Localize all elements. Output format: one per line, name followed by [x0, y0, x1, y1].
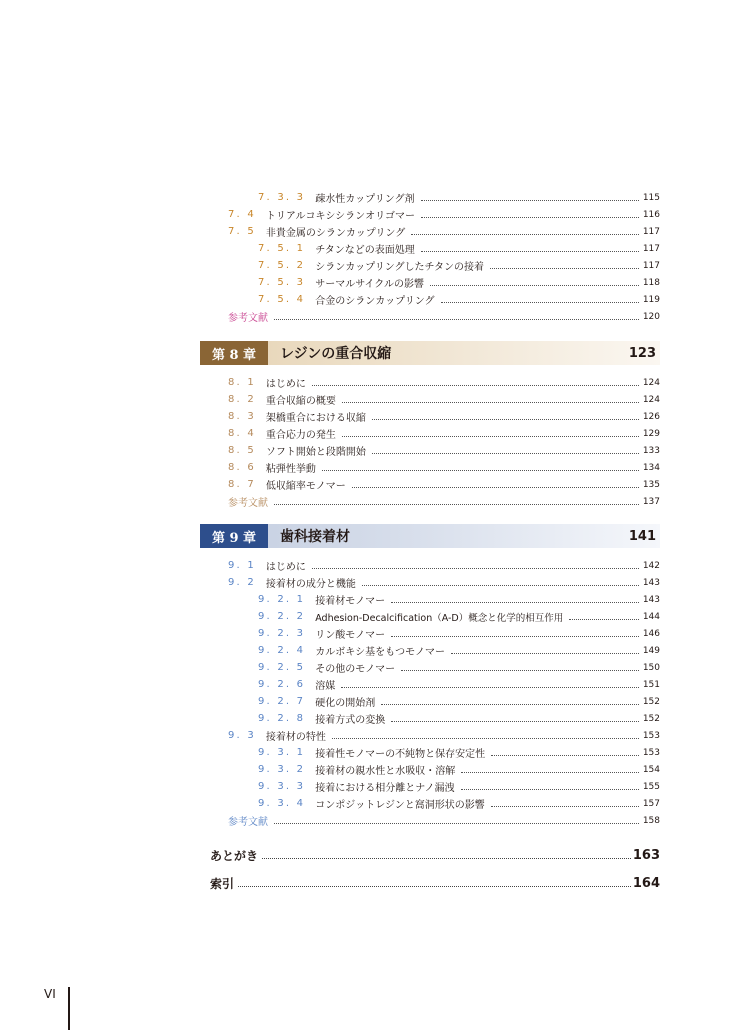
page-number: 119 — [642, 294, 660, 305]
section-title: 接着材モノマー — [315, 596, 386, 607]
page-number: 126 — [642, 411, 660, 422]
dot-leader — [421, 250, 639, 252]
toc-entry-7-5-1[interactable] — [200, 240, 660, 257]
section-title: 接着における相分離とナノ漏洩 — [315, 783, 455, 794]
toc-entry-9-2-3[interactable] — [200, 625, 660, 642]
chapter-8-heading[interactable] — [200, 341, 660, 365]
toc-entry-9-3-1[interactable] — [200, 744, 660, 761]
toc-entry-9-1[interactable] — [200, 557, 660, 574]
section-number: 7. 3. 3 — [258, 192, 306, 203]
section-title: チタンなどの表面処理 — [315, 245, 415, 256]
dot-leader — [569, 618, 639, 620]
dot-leader — [421, 199, 639, 201]
section-number: 7. 4 — [228, 209, 256, 220]
toc-entry-8-7[interactable] — [200, 476, 660, 493]
section-title: コンポジットレジンと窩洞形状の影響 — [315, 800, 485, 811]
page-number: 154 — [642, 764, 660, 775]
section-number: 8. 1 — [228, 377, 256, 388]
toc-entry-ch8-references[interactable] — [200, 493, 660, 510]
page-number: 118 — [642, 277, 660, 288]
toc-entry-7-5[interactable] — [200, 223, 660, 240]
section-title: シランカップリングしたチタンの接着 — [315, 262, 485, 273]
page-number: 115 — [642, 192, 660, 203]
section-title: 重合応力の発生 — [265, 430, 336, 441]
section-title: 粘弾性挙動 — [265, 464, 316, 475]
dot-leader — [411, 233, 639, 235]
page-number: 143 — [642, 577, 660, 588]
toc-entry-7-4[interactable] — [200, 206, 660, 223]
page-number: 135 — [642, 479, 660, 490]
dot-leader — [490, 267, 639, 269]
references-label: 参考文献 — [228, 313, 268, 324]
page-number: 163 — [632, 847, 660, 863]
section-number: 7. 5 — [228, 226, 256, 237]
toc-entry-ch9-references[interactable] — [200, 812, 660, 829]
page-number: 116 — [642, 209, 660, 220]
toc-entry-9-2-1[interactable] — [200, 591, 660, 608]
section-number: 9. 3. 1 — [258, 747, 306, 758]
dot-leader — [372, 418, 639, 420]
toc-entry-9-2-2[interactable] — [200, 608, 660, 625]
dot-leader — [461, 771, 639, 773]
toc-entry-index[interactable] — [200, 873, 660, 893]
toc-entry-9-2-7[interactable] — [200, 693, 660, 710]
section-number: 9. 2. 1 — [258, 594, 306, 605]
toc-entry-9-2-5[interactable] — [200, 659, 660, 676]
toc-entry-8-5[interactable] — [200, 442, 660, 459]
section-number: 9. 2. 6 — [258, 679, 306, 690]
section-title: はじめに — [265, 379, 306, 390]
page-number: 117 — [642, 243, 660, 254]
dot-leader — [372, 452, 639, 454]
dot-leader — [312, 567, 639, 569]
section-title: 接着材の親水性と水吸収・溶解 — [315, 766, 456, 777]
dot-leader — [451, 652, 639, 654]
page-number: 153 — [642, 747, 660, 758]
section-number: 9. 3. 4 — [258, 798, 306, 809]
dot-leader — [262, 857, 631, 859]
page-number: 144 — [642, 611, 660, 622]
references-label: 参考文献 — [228, 817, 268, 828]
toc-entry-8-4[interactable] — [200, 425, 660, 442]
dot-leader — [441, 301, 639, 303]
section-title: 低収縮率モノマー — [265, 481, 346, 492]
section-number: 7. 5. 3 — [258, 277, 306, 288]
index-title: 索引 — [210, 876, 235, 891]
toc-entry-9-3-4[interactable] — [200, 795, 660, 812]
section-title: 接着材の成分と機能 — [265, 579, 356, 590]
section-number: 9. 3. 2 — [258, 764, 306, 775]
chapter-8-title: レジンの重合収縮 — [280, 346, 392, 362]
chapter-9-heading[interactable] — [200, 524, 660, 548]
chapter-9-label: 第 9 章 — [200, 524, 268, 548]
dot-leader — [381, 703, 639, 705]
dot-leader — [401, 669, 639, 671]
dot-leader — [322, 469, 639, 471]
dot-leader — [312, 384, 639, 386]
page-number: 120 — [642, 311, 660, 322]
page-number: 152 — [642, 696, 660, 707]
dot-leader — [391, 635, 639, 637]
section-number: 9. 2. 4 — [258, 645, 306, 656]
dot-leader — [341, 686, 639, 688]
section-number: 8. 6 — [228, 462, 256, 473]
references-label: 参考文献 — [228, 498, 268, 509]
dot-leader — [352, 486, 639, 488]
page-number: 117 — [642, 226, 660, 237]
section-title: 接着材の特性 — [265, 732, 326, 743]
section-number: 8. 3 — [228, 411, 256, 422]
page-number: 117 — [642, 260, 660, 271]
toc-entry-7-3-3[interactable] — [200, 189, 660, 206]
toc-entry-8-2[interactable] — [200, 391, 660, 408]
dot-leader — [461, 788, 639, 790]
section-number: 9. 3. 3 — [258, 781, 306, 792]
page-number: 158 — [642, 815, 660, 826]
dot-leader — [238, 885, 631, 887]
page-number: 164 — [632, 875, 660, 891]
section-title: サーマルサイクルの影響 — [315, 279, 425, 290]
section-number: 9. 2. 7 — [258, 696, 306, 707]
toc-entry-9-2-4[interactable] — [200, 642, 660, 659]
page-number: 157 — [642, 798, 660, 809]
section-title: 架橋重合における収縮 — [265, 413, 366, 424]
dot-leader — [274, 318, 639, 320]
chapter-9-title: 歯科接着材 — [280, 529, 350, 545]
section-number: 7. 5. 1 — [258, 243, 306, 254]
chapter-9-page: 141 — [628, 528, 656, 544]
page-number: 143 — [642, 594, 660, 605]
section-title: Adhesion-Decalcification（A-D）概念と化学的相互作用 — [315, 612, 564, 624]
page-number: 124 — [642, 377, 660, 388]
toc-entry-8-3[interactable] — [200, 408, 660, 425]
toc-entry-9-3[interactable] — [200, 727, 660, 744]
dot-leader — [274, 822, 639, 824]
page-number: 134 — [642, 462, 660, 473]
section-number: 8. 5 — [228, 445, 256, 456]
section-title: トリアルコキシシランオリゴマー — [265, 211, 415, 222]
chapter-8-label: 第 8 章 — [200, 341, 268, 365]
section-title: ソフト開始と段階開始 — [265, 447, 366, 458]
page-number: 146 — [642, 628, 660, 639]
folio-rule — [68, 987, 70, 1030]
section-title: はじめに — [265, 562, 306, 573]
dot-leader — [430, 284, 639, 286]
section-title: 疎水性カップリング剤 — [315, 194, 415, 205]
section-title: 接着方式の変換 — [315, 715, 386, 726]
section-number: 7. 5. 2 — [258, 260, 306, 271]
section-title: 硬化の開始剤 — [315, 698, 376, 709]
toc-entry-7-5-2[interactable] — [200, 257, 660, 274]
section-title: 重合収縮の概要 — [265, 396, 336, 407]
dot-leader — [342, 401, 639, 403]
toc-entry-8-6[interactable] — [200, 459, 660, 476]
section-number: 7. 5. 4 — [258, 294, 306, 305]
section-number: 9. 2. 5 — [258, 662, 306, 673]
page-folio: VI — [44, 987, 56, 1001]
toc-entry-8-1[interactable] — [200, 374, 660, 391]
toc-entry-7-5-3[interactable] — [200, 274, 660, 291]
toc-entry-ch7-references[interactable] — [200, 308, 660, 325]
page-number: 149 — [642, 645, 660, 656]
section-title: 非貴金属のシランカップリング — [265, 228, 406, 239]
chapter-8-page: 123 — [628, 345, 656, 361]
dot-leader — [332, 737, 639, 739]
page-number: 153 — [642, 730, 660, 741]
toc-entry-9-3-2[interactable] — [200, 761, 660, 778]
dot-leader — [362, 584, 639, 586]
page-number: 152 — [642, 713, 660, 724]
section-number: 9. 2 — [228, 577, 256, 588]
dot-leader — [391, 601, 639, 603]
section-number: 9. 2. 3 — [258, 628, 306, 639]
section-title: カルボキシ基をもつモノマー — [315, 647, 446, 658]
section-number: 9. 3 — [228, 730, 256, 741]
page-number: 151 — [642, 679, 660, 690]
toc-entry-9-2-6[interactable] — [200, 676, 660, 693]
section-number: 8. 2 — [228, 394, 256, 405]
page-number: 142 — [642, 560, 660, 571]
section-number: 9. 2. 2 — [258, 611, 306, 622]
dot-leader — [421, 216, 639, 218]
page-number: 129 — [642, 428, 660, 439]
page-number: 150 — [642, 662, 660, 673]
toc-entry-9-2-8[interactable] — [200, 710, 660, 727]
section-number: 9. 1 — [228, 560, 256, 571]
dot-leader — [391, 720, 639, 722]
toc-entry-afterword[interactable] — [200, 845, 660, 865]
section-title: 合金のシランカップリング — [315, 296, 435, 307]
dot-leader — [491, 805, 639, 807]
section-title: リン酸モノマー — [315, 630, 386, 641]
section-title: 溶媒 — [315, 681, 336, 692]
section-title: 接着性モノマーの不純物と保存安定性 — [315, 749, 486, 760]
afterword-title: あとがき — [210, 848, 259, 863]
toc-entry-7-5-4[interactable] — [200, 291, 660, 308]
page-number: 137 — [642, 496, 660, 507]
toc-entry-9-3-3[interactable] — [200, 778, 660, 795]
page-number: 155 — [642, 781, 660, 792]
section-number: 8. 4 — [228, 428, 256, 439]
dot-leader — [274, 503, 639, 505]
page-number: 133 — [642, 445, 660, 456]
section-title: その他のモノマー — [315, 664, 396, 675]
section-number: 8. 7 — [228, 479, 256, 490]
page-number: 124 — [642, 394, 660, 405]
dot-leader — [491, 754, 639, 756]
dot-leader — [342, 435, 639, 437]
section-number: 9. 2. 8 — [258, 713, 306, 724]
toc-entry-9-2[interactable] — [200, 574, 660, 591]
